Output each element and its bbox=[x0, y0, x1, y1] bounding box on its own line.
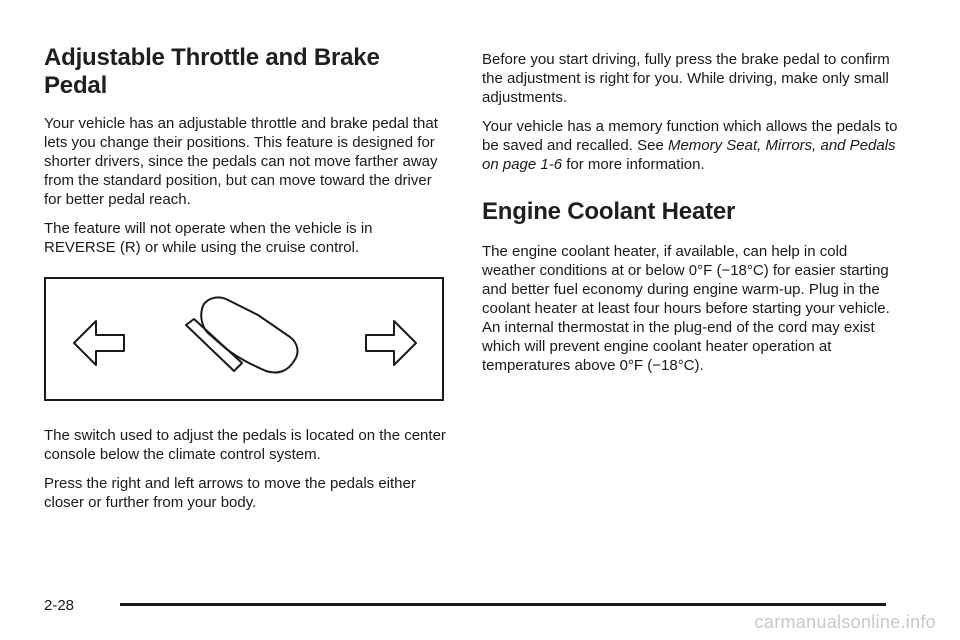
section-heading-adjustable-pedal: Adjustable Throttle and Brake Pedal bbox=[44, 44, 380, 99]
paragraph: The switch used to adjust the pedals is located on the center console below the climate control system. bbox=[44, 427, 446, 463]
pedal-icon bbox=[201, 297, 297, 372]
paragraph: Before you start driving, fully press the brake pedal to confirm the adjustment is right for you. While driving, make only small adjustments. bbox=[482, 51, 890, 106]
paragraph: Your vehicle has an adjustable throttle and brake pedal that lets you change their positions. This feature is designed for shorter drivers, since the pedals can not move farther away from the standard position, but can move toward the driver for better pedal reach. bbox=[44, 115, 438, 208]
pedal-switch-diagram bbox=[46, 279, 442, 399]
left-arrow-icon bbox=[74, 321, 124, 365]
paragraph: The engine coolant heater, if available, can help in cold weather conditions at or below 0°F (−18°C) for easier starting and better fuel economy during engine warm-up. Plug in the coolant heater at least four hours before starting your vehicle. An internal thermostat in the plug-end of the cord may exist which will prevent engine coolant heater operation at temperatures above 0°F (−18°C). bbox=[482, 243, 890, 374]
paragraph: Press the right and left arrows to move the pedals either closer or further from your body. bbox=[44, 475, 416, 511]
paragraph: The feature will not operate when the vehicle is in REVERSE (R) or while using the cruise control. bbox=[44, 220, 373, 256]
paragraph-memory bbox=[482, 117, 902, 174]
section-heading-coolant-heater: Engine Coolant Heater bbox=[482, 198, 736, 225]
page-number: 2-28 bbox=[44, 597, 75, 614]
pedal-pad-icon bbox=[186, 319, 242, 371]
text: for more information. bbox=[562, 156, 705, 173]
watermark: carmanualsonline.info bbox=[754, 612, 936, 632]
footer-rule bbox=[120, 603, 886, 606]
right-column bbox=[482, 50, 902, 385]
left-column bbox=[44, 44, 448, 522]
text: Your vehicle has a memory function which allows the pedals to be saved and recalled. See bbox=[482, 118, 898, 154]
cross-reference-link[interactable]: Memory Seat, Mirrors, and Pedals on page 1-6 bbox=[482, 137, 896, 173]
right-arrow-icon bbox=[366, 321, 416, 365]
pedal-switch-illustration bbox=[44, 277, 444, 401]
